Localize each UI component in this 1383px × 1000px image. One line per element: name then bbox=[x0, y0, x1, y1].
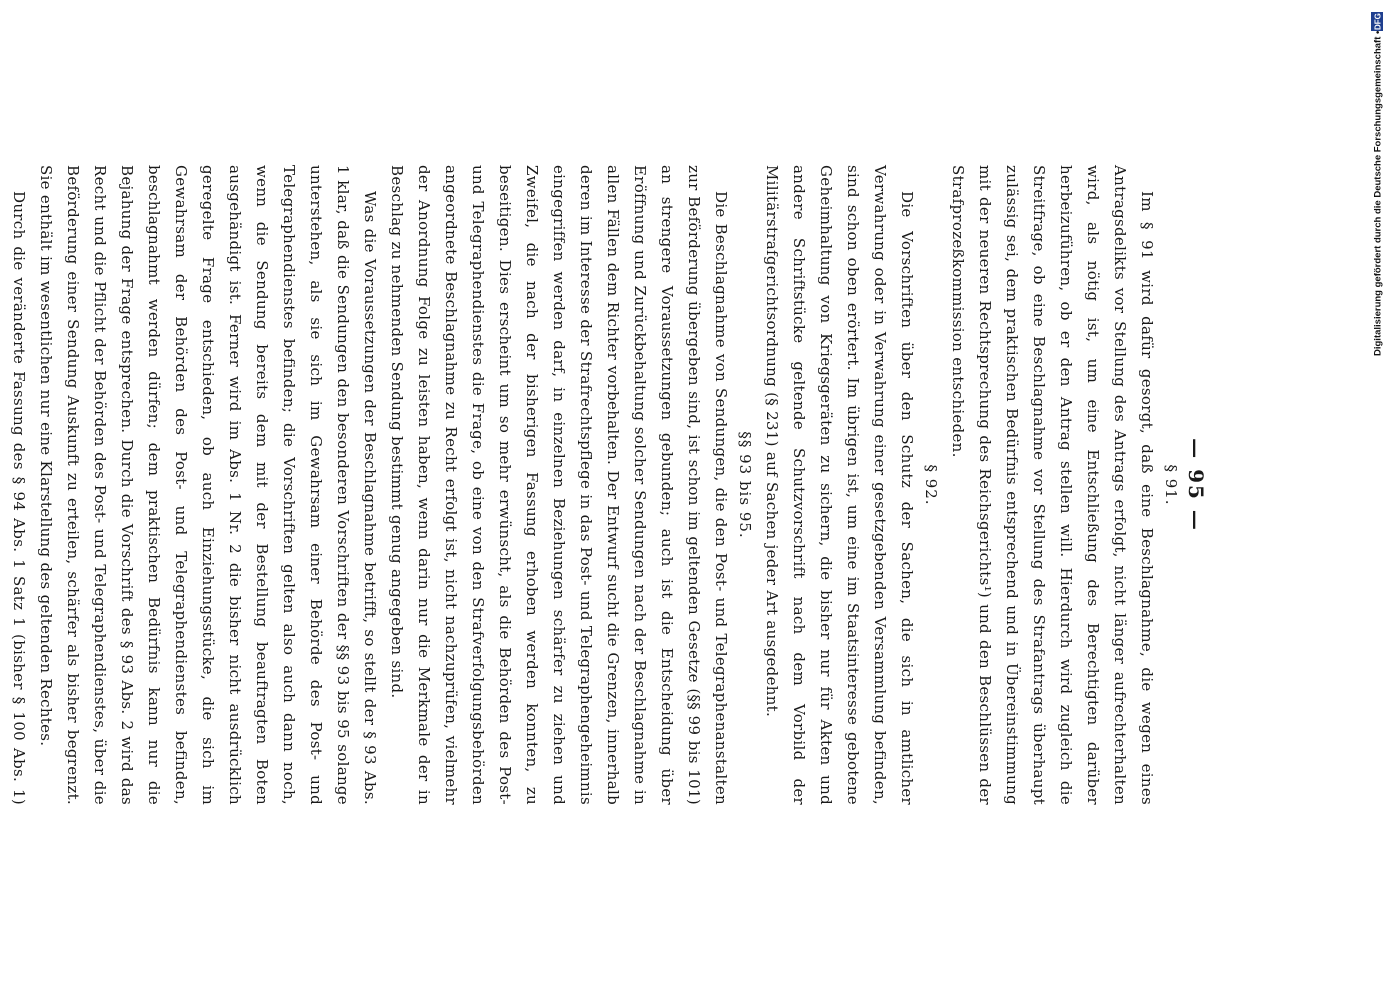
funding-note-text: Digitalisierung gefördert durch die Deutsche Forschungsgemeinschaft • bbox=[1372, 30, 1383, 357]
document-page bbox=[10, 125, 1212, 845]
funding-note bbox=[1371, 8, 1383, 998]
section-heading-93-95: §§ 93 bis 95. bbox=[736, 431, 754, 539]
section-heading-92: § 92. bbox=[922, 464, 940, 506]
paragraph-93-1: Die Beschlagnahme von Sendungen, die den Post- und Telegraphenanstalten zur Beförderung übergeben sind, ist schon im geltenden Gesetze (§§ 99 bis 101) an strengere Voraussetzungen gebunden; auch ist die Entscheidung über Eröffnung und Zurückbehaltung solcher Sendungen nach der Beschlagnahme in allen Fällen dem Richter vorbehalten. Der Entwurf sucht die Grenzen, innerhalb deren im Interesse der Strafrechtspflege in das Post- und Telegraphengeheimnis eingegriffen werden darf, in einzelnen Beziehungen schärfer zu ziehen und Zweifel, die nach der bisherigen Fassung erhoben werden konnten, zu beseitigen. Dies erscheint um so mehr erwünscht, als die Behörden des Post- und Telegraphendienstes die Frage, ob eine von den Strafverfolgungsbehörden angeordnete Beschlagnahme zu Recht erfolgt ist, nicht nachzuprüfen, vielmehr der Anordnung Folge zu leisten haben, wenn darin nur die Merkmale der in Beschlag zu nehmenden Sendung bestimmt genug angegeben sind. bbox=[388, 165, 730, 805]
page-number: — 95 — bbox=[1184, 438, 1208, 532]
paragraph-92-1: Die Vorschriften über den Schutz der Sachen, die sich in amtlicher Verwahrung oder in Verwahrung einer gesetzgebenden Versammlung befinden, sind schon oben erörtert. Im übrigen ist, um eine im Staatsinteresse gebotene Geheimhaltung von Kriegsgeräten zu sichern, die bisher nur für Akten und andere Schriftstücke geltende Schutzvorschrift nach dem Vorbild der Militärstrafgerichtsordnung (§ 231) auf Sachen jeder Art ausgedehnt. bbox=[763, 165, 916, 805]
section-heading-91: § 91. bbox=[1162, 464, 1180, 506]
paragraph-91-1: Im § 91 wird dafür gesorgt, daß eine Beschlagnahme, die wegen eines Antragsdelikts vor Stellung des Antrags erfolgt, nicht länger aufrechterhalten wird, als nötig ist, um eine Entschließung des Berechtigten darüber herbeizuführen, ob er den Antrag stellen will. Hierdurch wird zugleich die Streitfrage, ob eine Beschlagnahme vor Stellung des Strafantrags überhaupt zulässig sei, dem praktischen Bedürfnis entsprechend und in Übereinstimmung mit der neueren Rechtsprechung des Reichsgerichts¹) und den Beschlüssen der Strafprozeßkommission entschieden. bbox=[949, 165, 1156, 805]
paragraph-93-2: Was die Voraussetzungen der Beschlagnahme betrifft, so stellt der § 93 Abs. 1 klar, daß die Sendungen den besonderen Vorschriften der §§ 93 bis 95 solange unterstehen, als sie sich im Gewahrsam einer Behörde des Post- und Telegraphendienstes befinden; die Vorschriften gelten also auch dann noch, wenn die Sendung bereits dem mit der Bestellung beauftragten Boten ausgehändigt ist. Ferner wird im Abs. 1 Nr. 2 die bisher nicht ausdrücklich geregelte Frage entschieden, ob auch Einziehungsstücke, die sich im Gewahrsam der Behörden des Post- und Telegraphendienstes befinden, beschlagnahmt werden dürfen; dem praktischen Bedürfnis kann nur die Bejahung der Frage entsprechen. Durch die Vorschrift des § 93 Abs. 2 wird das Recht und die Pflicht der Behörden des Post- und Telegraphendienstes, über die Beförderung einer Sendung Auskunft zu erteilen, schärfer als bisher begrenzt. Sie enthält im wesentlichen nur eine Klarstellung des geltenden Rechtes. bbox=[37, 165, 379, 805]
dfg-logo: DFG bbox=[1373, 13, 1383, 30]
paragraph-93-3: Durch die veränderte Fassung des § 94 Abs. 1 Satz 1 (bisher § 100 Abs. 1) bbox=[10, 191, 28, 805]
